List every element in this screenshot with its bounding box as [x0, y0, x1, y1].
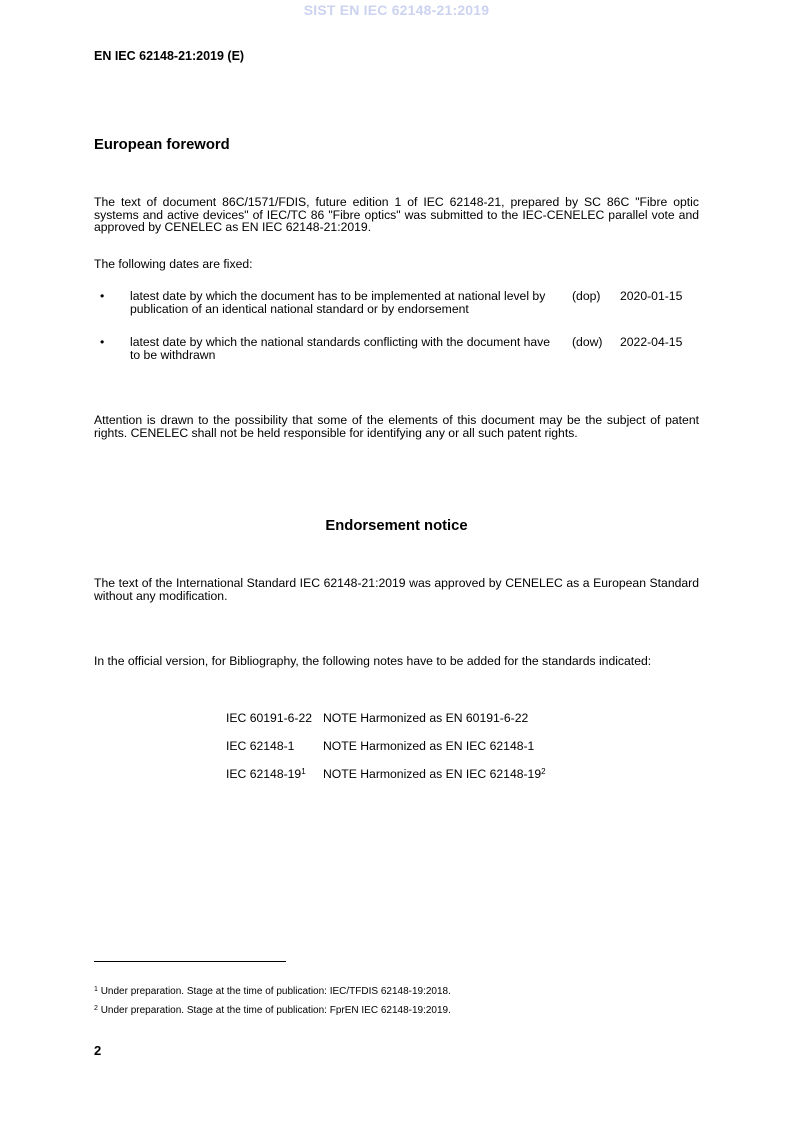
- dates-intro-paragraph: The following dates are fixed:: [94, 257, 253, 271]
- date-item-code: (dow): [572, 335, 603, 349]
- note-text: NOTE Harmonized as EN IEC $62148-19^2$: [323, 767, 546, 781]
- note-standard: IEC $62148-19^1$: [226, 767, 306, 781]
- footnote-separator: [94, 961, 286, 962]
- date-list-item: [94, 290, 704, 320]
- footnote-text: Under preparation. Stage at the time of publication: IEC/TFDIS 62148-19:2018.: [100, 986, 451, 997]
- section-title-foreword: European foreword: [94, 137, 230, 153]
- page-number: 2: [94, 1043, 102, 1058]
- footnote-number: 2: [94, 1005, 98, 1012]
- date-item-text: latest date by which the document has to be implemented at national level by publication of an identical national standard or by endorsement: [130, 289, 546, 316]
- document-id-header: EN IEC 62148-21:2019 (E): [94, 49, 245, 63]
- footnote-number: 1: [94, 986, 98, 993]
- date-item-date: 2020-01-15: [620, 289, 683, 303]
- notes-intro-paragraph: In the official version, for Bibliography, the following notes have to be added for the standards indicated:: [94, 654, 652, 668]
- note-standard: IEC 62148-1: [226, 739, 295, 753]
- bibliography-note-row: [226, 739, 646, 753]
- bibliography-note-row: [226, 711, 646, 725]
- bullet-icon: •: [100, 289, 105, 303]
- patent-paragraph: Attention is drawn to the possibility that some of the elements of this document may be the subject of patent rights. CENELEC shall not be held responsible for identifying any or all such patent rights.: [94, 413, 699, 440]
- date-item-date: 2022-04-15: [620, 335, 683, 349]
- footnote-text: Under preparation. Stage at the time of publication: FprEN IEC 62148-19:2019.: [100, 1005, 451, 1016]
- section-title-endorsement: Endorsement notice: [325, 518, 468, 534]
- date-list-item: [94, 336, 704, 366]
- note-standard: IEC 60191-6-22: [226, 711, 313, 725]
- watermark: SIST EN IEC 62148-21:2019: [303, 2, 490, 18]
- endorsement-paragraph: The text of the International Standard IEC 62148-21:2019 was approved by CENELEC as a European Standard without any modification.: [94, 576, 699, 603]
- footnote: [94, 986, 451, 997]
- foreword-intro-paragraph: The text of document 86C/1571/FDIS, future edition 1 of IEC 62148-21, prepared by SC 86C "Fibre optic systems and active devices" of IEC/TC 86 "Fibre optics" was submitted to the IEC-CENELEC parallel vote and approved by CENELEC as EN IEC 62148-21:2019.: [94, 195, 699, 235]
- note-text: NOTE Harmonized as EN 60191-6-22: [323, 711, 529, 725]
- date-item-code: (dop): [572, 289, 601, 303]
- bibliography-note-row: [226, 767, 646, 781]
- bullet-icon: •: [100, 335, 105, 349]
- note-text: NOTE Harmonized as EN IEC 62148-1: [323, 739, 535, 753]
- footnote: [94, 1005, 451, 1016]
- date-item-text: latest date by which the national standards conflicting with the document have to be withdrawn: [130, 335, 551, 362]
